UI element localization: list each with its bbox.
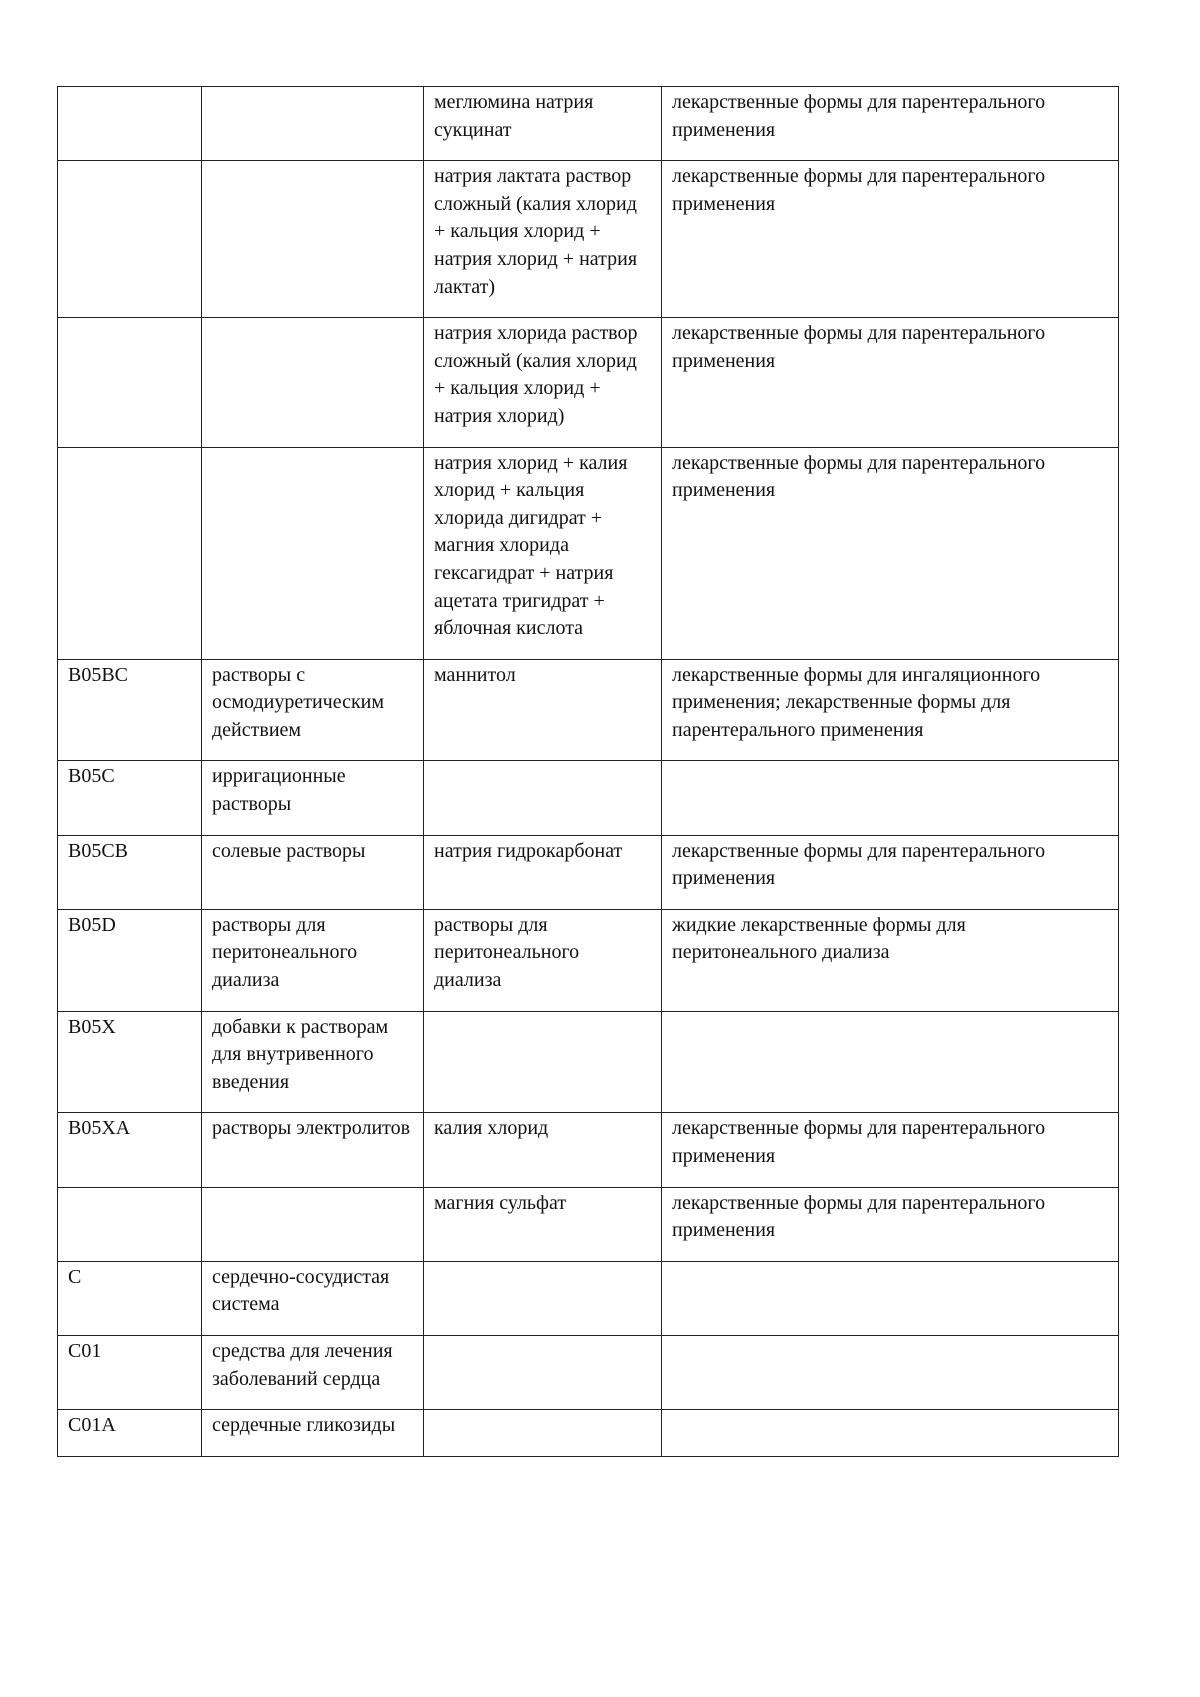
drug-name-cell: [424, 1261, 662, 1335]
drug-name-cell: магния сульфат: [424, 1187, 662, 1261]
atc-code-cell: [58, 447, 202, 659]
atc-code-cell: B05BC: [58, 659, 202, 761]
group-name-cell: сердечные гликозиды: [202, 1410, 424, 1457]
drug-name-cell: растворы для перитонеального диализа: [424, 909, 662, 1011]
drug-name-cell: [424, 1011, 662, 1113]
group-name-cell: [202, 318, 424, 447]
drug-name-cell: натрия лактата раствор сложный (калия хлорид + кальция хлорид + натрия хлорид + натрия лактат): [424, 161, 662, 318]
table-row: [58, 909, 1119, 1011]
drug-name-cell: [424, 1335, 662, 1409]
atc-code-cell: B05X: [58, 1011, 202, 1113]
atc-code-cell: C01: [58, 1335, 202, 1409]
table-row: [58, 1187, 1119, 1261]
dosage-form-cell: лекарственные формы для ингаляционного применения; лекарственные формы для парентерального применения: [662, 659, 1119, 761]
group-name-cell: средства для лечения заболеваний сердца: [202, 1335, 424, 1409]
drug-name-cell: натрия хлорида раствор сложный (калия хлорид + кальция хлорид + натрия хлорид): [424, 318, 662, 447]
group-name-cell: [202, 447, 424, 659]
table-row: [58, 1113, 1119, 1187]
table-row: [58, 1335, 1119, 1409]
dosage-form-cell: лекарственные формы для парентерального применения: [662, 1113, 1119, 1187]
dosage-form-cell: [662, 761, 1119, 835]
dosage-form-cell: [662, 1261, 1119, 1335]
group-name-cell: [202, 161, 424, 318]
drug-name-cell: калия хлорид: [424, 1113, 662, 1187]
atc-code-cell: B05XA: [58, 1113, 202, 1187]
table-row: [58, 1011, 1119, 1113]
dosage-form-cell: лекарственные формы для парентерального применения: [662, 835, 1119, 909]
group-name-cell: растворы с осмодиуретическим действием: [202, 659, 424, 761]
table-row: [58, 835, 1119, 909]
dosage-form-cell: лекарственные формы для парентерального применения: [662, 1187, 1119, 1261]
group-name-cell: [202, 87, 424, 161]
group-name-cell: сердечно-сосудистая система: [202, 1261, 424, 1335]
atc-code-cell: B05CB: [58, 835, 202, 909]
drug-name-cell: [424, 1410, 662, 1457]
drug-name-cell: натрия хлорид + калия хлорид + кальция хлорида дигидрат + магния хлорида гексагидрат + натрия ацетата тригидрат + яблочная кислота: [424, 447, 662, 659]
atc-code-cell: [58, 318, 202, 447]
table-row: [58, 761, 1119, 835]
atc-code-cell: C: [58, 1261, 202, 1335]
drug-name-cell: [424, 761, 662, 835]
dosage-form-cell: лекарственные формы для парентерального применения: [662, 161, 1119, 318]
drug-name-cell: меглюмина натрия сукцинат: [424, 87, 662, 161]
table-row: [58, 161, 1119, 318]
dosage-form-cell: жидкие лекарственные формы для перитонеального диализа: [662, 909, 1119, 1011]
table-row: [58, 1261, 1119, 1335]
table-row: [58, 1410, 1119, 1457]
atc-code-cell: [58, 87, 202, 161]
drug-name-cell: маннитол: [424, 659, 662, 761]
group-name-cell: [202, 1187, 424, 1261]
dosage-form-cell: лекарственные формы для парентерального применения: [662, 447, 1119, 659]
dosage-form-cell: [662, 1410, 1119, 1457]
dosage-form-cell: [662, 1011, 1119, 1113]
group-name-cell: растворы для перитонеального диализа: [202, 909, 424, 1011]
atc-code-cell: B05C: [58, 761, 202, 835]
dosage-form-cell: лекарственные формы для парентерального применения: [662, 87, 1119, 161]
atc-code-cell: [58, 1187, 202, 1261]
table-row: [58, 659, 1119, 761]
drug-table: [57, 86, 1119, 1457]
atc-code-cell: C01A: [58, 1410, 202, 1457]
group-name-cell: солевые растворы: [202, 835, 424, 909]
table-row: [58, 447, 1119, 659]
table-row: [58, 318, 1119, 447]
dosage-form-cell: [662, 1335, 1119, 1409]
group-name-cell: ирригационные растворы: [202, 761, 424, 835]
group-name-cell: растворы электролитов: [202, 1113, 424, 1187]
drug-name-cell: натрия гидрокарбонат: [424, 835, 662, 909]
group-name-cell: добавки к растворам для внутривенного введения: [202, 1011, 424, 1113]
atc-code-cell: [58, 161, 202, 318]
table-row: [58, 87, 1119, 161]
dosage-form-cell: лекарственные формы для парентерального применения: [662, 318, 1119, 447]
atc-code-cell: B05D: [58, 909, 202, 1011]
